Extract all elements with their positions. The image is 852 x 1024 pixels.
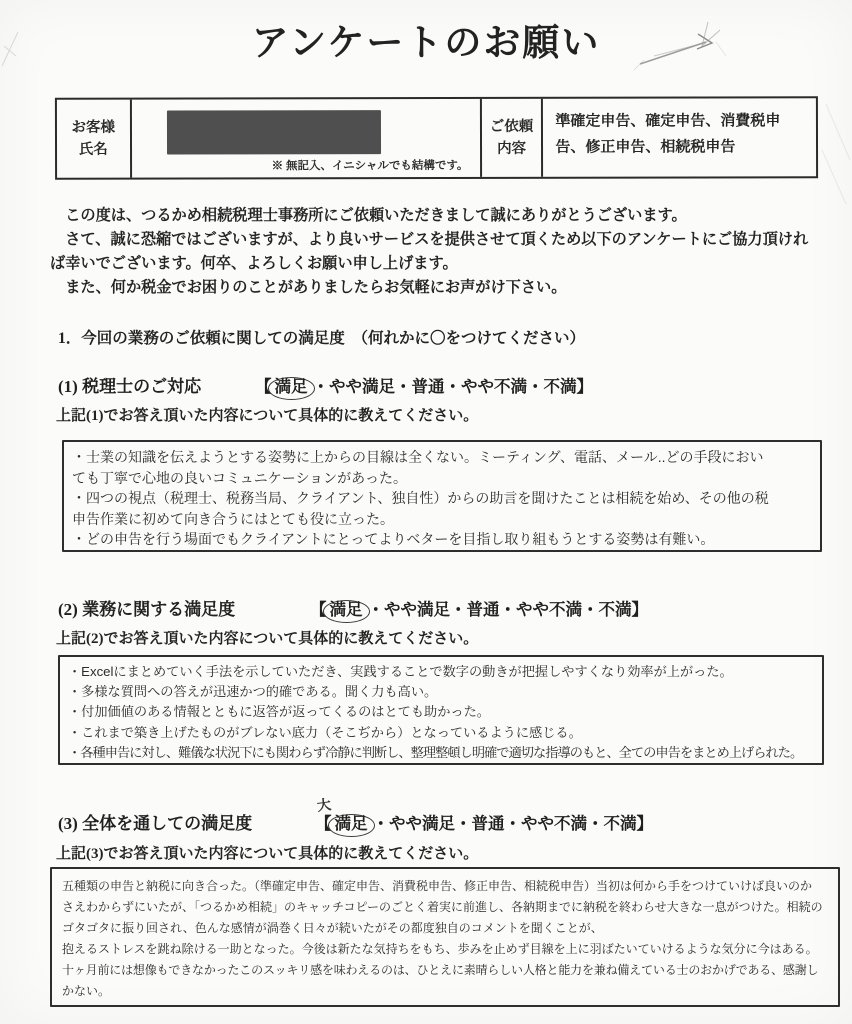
- answer-line: ・士業の知識を伝えようとする姿勢に上からの目線は全くない。ミーティング、電話、メール..どの手段におい: [72, 449, 764, 465]
- circled-answer-mark: 満足: [268, 377, 315, 400]
- section-1-heading: 1．今回の業務のご依頼に関しての満足度 （何れかに〇をつけてください）: [58, 330, 586, 347]
- answer-line: ・各種申告に対し、難儀な状況下にも関わらず冷静に判断し、整理整頓し明確で適切な指導のもと、全ての申告をまとめ上げられた。: [68, 744, 803, 760]
- fill-note: ※ 無記入、イニシャルでも結構です。: [271, 159, 469, 173]
- question-2-scale: [310, 596, 648, 623]
- answer-line: 十ヶ月前には想像もできなかったこのスッキリ感を味わえるのは、ひとえに素晴らしい人格と能力を兼ね備えている士のおかげである、感謝し: [62, 963, 819, 977]
- scan-artifact-right: [820, 100, 852, 210]
- intro-paragraph: [50, 204, 830, 300]
- answer-line: 五種類の申告と納税に向き合った。（準確定申告、確定申告、消費税申告、修正申告、相続税申告）当初は何から手をつけていけば良いのか: [62, 879, 813, 893]
- customer-info-table: [55, 96, 818, 180]
- scale-open-bracket: 【: [315, 814, 332, 833]
- answer-line: 抱えるストレスを跳ね除ける一助となった。今後は新たな気持ちをもち、歩みを止めず目線を上に羽ばたいていけるような気分に今はある。: [62, 942, 818, 956]
- question-1-label: (1) 税理士のご対応: [58, 377, 202, 396]
- question-3-answer-box: [50, 867, 840, 1007]
- intro-line: さて、誠に恐縮ではございますが、より良いサービスを提供させて頂くため以下のアンケートにご協力頂けれ: [50, 231, 809, 248]
- redacted-name-box: [167, 110, 381, 154]
- answer-line: ・どの申告を行う場面でもクライアントにとってよりベターを目指し取り組もうとする姿勢は有難い。: [72, 531, 715, 547]
- answer-line: さえわからずにいたが、「つるかめ相続」のキャッチコピーのごとく着実に前進し、各納期までに納税を終わらせ大きな一息がつけた。相続の: [62, 900, 823, 914]
- intro-line: また、何か税金でお困りのことがありましたらお気軽にお声がけ下さい。: [50, 279, 567, 296]
- intro-line: ば幸いでございます。何卒、よろしくお願い申し上げます。: [50, 255, 458, 272]
- customer-name-label: お客様 氏名: [71, 119, 116, 158]
- question-1-instruction: 上記(1)でお答え頂いた内容について具体的に教えてください。: [56, 408, 479, 424]
- answer-line: ・付加価値のある情報とともに返答が返ってくるのはとても助かった。: [68, 704, 490, 720]
- question-3-scale: [315, 810, 653, 837]
- question-1-answer-box: [62, 440, 822, 552]
- question-1-scale: [255, 373, 593, 400]
- answer-line: 申告作業に初めて向き合うにはとても役に立った。: [72, 510, 394, 527]
- page-title: アンケートのお願い: [251, 23, 601, 64]
- handwritten-dai-annotation: 大: [316, 798, 333, 815]
- answer-line: ・多様な質問への答えが迅速かつ的確である。聞く力も高い。: [68, 684, 438, 700]
- scale-options-rest: ・やや満足・普通・やや不満・不満】: [367, 600, 648, 619]
- question-2-label: (2) 業務に関する満足度: [58, 600, 236, 619]
- customer-name-cell: [130, 99, 480, 178]
- circled-answer-mark: 満足: [323, 600, 370, 623]
- request-content-label: ご依頼 内容: [480, 99, 542, 177]
- scale-open-bracket: 【: [255, 377, 272, 396]
- circled-answer-mark: 満足: [328, 814, 375, 837]
- request-content-value: 準確定申告、確定申告、消費税申告、修正申告、相続税申告: [541, 98, 816, 177]
- scale-options-rest: ・やや満足・普通・やや不満・不満】: [312, 377, 593, 396]
- answer-line: ・これまで築き上げたものがブレない底力（そこぢから）となっているように感じる。: [68, 724, 582, 740]
- question-2-answer-box: [58, 655, 824, 765]
- question-2-instruction: 上記(2)でお答え頂いた内容について具体的に教えてください。: [56, 631, 479, 647]
- question-3-label: (3) 全体を通しての満足度: [58, 814, 253, 833]
- answer-line: かない。: [62, 984, 111, 998]
- scale-options-rest: ・やや満足・普通・やや不満・不満】: [372, 814, 653, 833]
- answer-line: ゴタゴタに振り回され、色んな感情が渦巻く日々が続いたがその都度独自のコメントを聞くことが、: [62, 921, 603, 935]
- intro-line: この度は、つるかめ相続税理士事務所にご依頼いただきまして誠にありがとうございます。: [50, 207, 687, 224]
- scale-open-bracket: 【: [310, 600, 327, 619]
- answer-line: ・Excelにまとめていく手法を示していただき、実践することで数字の動きが把握しやすくなり効率が上がった。: [68, 664, 733, 679]
- question-3-instruction: 上記(3)でお答え頂いた内容について具体的に教えてください。: [56, 846, 479, 862]
- answer-line: ・四つの視点（税理士、税務当局、クライアント、独自性）からの助言を聞けたことは相続を始め、その他の税: [72, 490, 769, 506]
- answer-line: ても丁寧で心地の良いコミュニケーションがあった。: [72, 469, 408, 486]
